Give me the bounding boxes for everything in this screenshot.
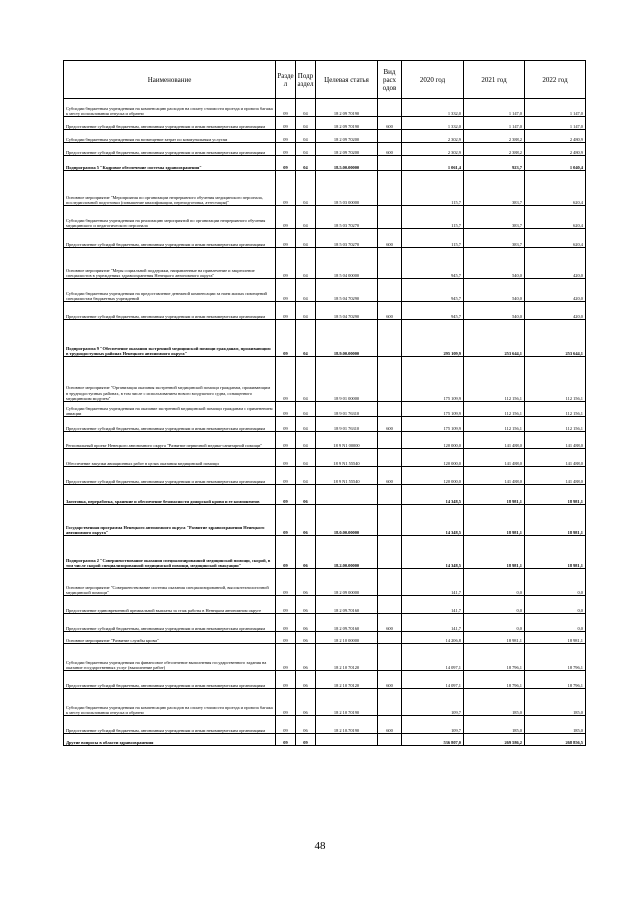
row-podrazdel: 04 xyxy=(296,302,316,320)
row-value-2021: 112 156,1 xyxy=(464,357,525,402)
row-value-2021: 0,0 xyxy=(464,569,525,596)
row-expense-type: 600 xyxy=(378,614,402,632)
header-year-2022: 2022 год xyxy=(525,61,586,99)
row-podrazdel: 06 xyxy=(296,632,316,644)
row-value-2021: 18 796,1 xyxy=(464,671,525,689)
row-value-2020: 109,7 xyxy=(402,689,464,716)
row-expense-type xyxy=(378,734,402,746)
table-row xyxy=(64,449,586,467)
row-expense-type: 600 xyxy=(378,467,402,485)
row-target-article: 18.2.00.00000 xyxy=(316,536,378,569)
row-name: Предоставление единовременной премиальной выплаты за стаж работы в Ненецком автономном округе xyxy=(64,596,276,614)
row-name: Предоставление субсидий бюджетным, автономным учреждениям и иным некоммерческим организациям xyxy=(64,117,276,130)
row-value-2022: 141 488,0 xyxy=(525,449,586,467)
row-value-2021: 0,0 xyxy=(464,596,525,614)
row-value-2021: 18 981,1 xyxy=(464,505,525,536)
row-target-article: 18 9 01 00000 xyxy=(316,357,378,402)
row-podrazdel: 04 xyxy=(296,467,316,485)
row-value-2020: 14 206,8 xyxy=(402,632,464,644)
row-target-article: 18 2 09 70200 xyxy=(316,143,378,156)
row-target-article: 18 2 09 00000 xyxy=(316,569,378,596)
row-podrazdel: 04 xyxy=(296,229,316,248)
row-name: Основное мероприятие "Развитие службы крови" xyxy=(64,632,276,644)
row-podrazdel: 04 xyxy=(296,117,316,130)
table-row xyxy=(64,171,586,206)
row-razdel: 09 xyxy=(276,320,296,357)
row-value-2022: 18 981,1 xyxy=(525,485,586,505)
page-number: 48 xyxy=(314,840,326,852)
table-row xyxy=(64,302,586,320)
row-value-2022: 112 156,1 xyxy=(525,357,586,402)
row-razdel: 09 xyxy=(276,206,296,229)
row-target-article: 18 2 09 70200 xyxy=(316,130,378,143)
row-value-2022: 1 147,0 xyxy=(525,117,586,130)
table-row xyxy=(64,632,586,644)
row-value-2020: 141,7 xyxy=(402,596,464,614)
row-podrazdel: 04 xyxy=(296,248,316,279)
row-value-2021: 1 147,0 xyxy=(464,117,525,130)
row-expense-type: 600 xyxy=(378,229,402,248)
row-target-article: 18 9 01 76310 xyxy=(316,402,378,417)
row-razdel: 09 xyxy=(276,143,296,156)
row-name: Субсидии бюджетным учреждениям на предоставление денежной компенсации за наем жилых помещений специалистам бюджетных учреждений xyxy=(64,279,276,302)
row-expense-type xyxy=(378,99,402,117)
table-row xyxy=(64,402,586,417)
row-expense-type xyxy=(378,320,402,357)
row-target-article: 18 9 01 76310 xyxy=(316,417,378,432)
row-value-2022: 620,4 xyxy=(525,206,586,229)
row-razdel: 09 xyxy=(276,569,296,596)
row-expense-type xyxy=(378,402,402,417)
row-name: Основное мероприятие "Организация оказания экстренной медицинской помощи гражданам, проживающим в труднодоступных районах, в том числе с использованием нового воздушного судна, оснащенного медицинским модулем" xyxy=(64,357,276,402)
row-podrazdel: 04 xyxy=(296,432,316,449)
table-row xyxy=(64,689,586,716)
row-razdel: 09 xyxy=(276,505,296,536)
row-expense-type xyxy=(378,357,402,402)
row-podrazdel: 04 xyxy=(296,402,316,417)
row-name: Региональный проект Ненецкого автономного округа "Развитие первичной медико-санитарной помощи" xyxy=(64,432,276,449)
row-expense-type: 600 xyxy=(378,143,402,156)
row-podrazdel: 04 xyxy=(296,171,316,206)
row-expense-type xyxy=(378,485,402,505)
table-row xyxy=(64,357,586,402)
table-row xyxy=(64,432,586,449)
row-expense-type: 600 xyxy=(378,671,402,689)
row-value-2020: 945,7 xyxy=(402,302,464,320)
row-name: Субсидии бюджетным учреждениям на оказание экстренной медицинской помощи гражданам с применением авиации xyxy=(64,402,276,417)
row-value-2020: 175 109,9 xyxy=(402,357,464,402)
row-value-2020: 141,7 xyxy=(402,614,464,632)
row-value-2020: 14 097,1 xyxy=(402,644,464,671)
row-value-2020: 1 332,0 xyxy=(402,99,464,117)
row-name: Предоставление субсидий бюджетным, автономным учреждениям и иным некоммерческим организациям xyxy=(64,229,276,248)
row-podrazdel: 06 xyxy=(296,536,316,569)
row-value-2021: 18 981,1 xyxy=(464,536,525,569)
row-value-2022: 253 644,1 xyxy=(525,320,586,357)
header-year-2021: 2021 год xyxy=(464,61,525,99)
table-row xyxy=(64,569,586,596)
row-value-2020: 14 097,1 xyxy=(402,671,464,689)
row-target-article: 18 2 10 70190 xyxy=(316,689,378,716)
row-name: Предоставление субсидий бюджетным, автономным учреждениям и иным некоммерческим организациям xyxy=(64,614,276,632)
row-target-article: 18 2 10.70190 xyxy=(316,716,378,734)
row-name: Другие вопросы в области здравоохранения xyxy=(64,734,276,746)
table-row xyxy=(64,117,586,130)
row-target-article: 18 2 10 00000 xyxy=(316,632,378,644)
row-value-2021: 540,0 xyxy=(464,248,525,279)
row-target-article: 18 2 09.70160 xyxy=(316,596,378,614)
row-razdel: 09 xyxy=(276,417,296,432)
budget-table-container xyxy=(63,60,585,746)
row-value-2022: 620,4 xyxy=(525,171,586,206)
table-row xyxy=(64,206,586,229)
row-expense-type xyxy=(378,536,402,569)
row-name: Основное мероприятие "Совершенствование системы оказания специализированной, высокотехнологичной медицинской помощи" xyxy=(64,569,276,596)
table-row xyxy=(64,417,586,432)
row-value-2020: 14 348,5 xyxy=(402,536,464,569)
row-value-2020: 14 348,5 xyxy=(402,505,464,536)
row-value-2021: 923,7 xyxy=(464,156,525,171)
row-podrazdel: 04 xyxy=(296,130,316,143)
row-expense-type xyxy=(378,632,402,644)
row-razdel: 09 xyxy=(276,644,296,671)
row-expense-type: 600 xyxy=(378,417,402,432)
row-target-article: 18 5 04 70290 xyxy=(316,302,378,320)
row-razdel: 09 xyxy=(276,229,296,248)
table-row xyxy=(64,485,586,505)
row-expense-type xyxy=(378,156,402,171)
row-value-2020: 2 302,9 xyxy=(402,130,464,143)
table-row xyxy=(64,614,586,632)
row-value-2022: 420,0 xyxy=(525,279,586,302)
table-row xyxy=(64,130,586,143)
row-podrazdel: 06 xyxy=(296,716,316,734)
table-row xyxy=(64,229,586,248)
table-row xyxy=(64,505,586,536)
row-value-2020: 175 109,9 xyxy=(402,417,464,432)
row-value-2020: 109,7 xyxy=(402,716,464,734)
row-expense-type xyxy=(378,569,402,596)
row-value-2020: 120 000,0 xyxy=(402,432,464,449)
header-expense-type: Вид расх одов xyxy=(378,61,402,99)
row-razdel: 09 xyxy=(276,632,296,644)
row-expense-type xyxy=(378,279,402,302)
table-row xyxy=(64,156,586,171)
row-target-article: 18 2 09 70190 xyxy=(316,99,378,117)
row-razdel: 09 xyxy=(276,302,296,320)
row-podrazdel: 04 xyxy=(296,99,316,117)
row-value-2020: 120 000,0 xyxy=(402,449,464,467)
row-value-2022: 141 488,0 xyxy=(525,467,586,485)
row-name: Обеспечение закупки авиационных работ в целях оказания медицинской помощи xyxy=(64,449,276,467)
row-value-2020: 120 000,0 xyxy=(402,467,464,485)
table-body xyxy=(64,99,586,746)
row-name: Предоставление субсидий бюджетным, автономным учреждениям и иным некоммерческим организациям xyxy=(64,302,276,320)
row-podrazdel: 06 xyxy=(296,505,316,536)
row-value-2022: 1 040,4 xyxy=(525,156,586,171)
row-value-2022: 18 981,1 xyxy=(525,505,586,536)
table-row xyxy=(64,279,586,302)
row-razdel: 09 xyxy=(276,734,296,746)
row-razdel: 09 xyxy=(276,596,296,614)
row-target-article: 18 5 04 00000 xyxy=(316,248,378,279)
row-podrazdel: 06 xyxy=(296,671,316,689)
row-name: Предоставление субсидий бюджетным, автономным учреждениям и иным некоммерческим организациям xyxy=(64,467,276,485)
row-value-2020: 14 348,5 xyxy=(402,485,464,505)
row-expense-type xyxy=(378,206,402,229)
row-value-2022: 2 480,9 xyxy=(525,143,586,156)
row-value-2021: 383,7 xyxy=(464,206,525,229)
row-value-2022: 18 796,1 xyxy=(525,644,586,671)
row-value-2021: 185,0 xyxy=(464,716,525,734)
row-razdel: 09 xyxy=(276,467,296,485)
budget-table xyxy=(63,60,586,746)
table-row xyxy=(64,143,586,156)
row-name: Подпрограмма 5 "Кадровое обеспечение системы здравоохранения" xyxy=(64,156,276,171)
row-razdel: 09 xyxy=(276,716,296,734)
row-value-2022: 420,0 xyxy=(525,248,586,279)
row-value-2022: 268 856,5 xyxy=(525,734,586,746)
row-podrazdel: 04 xyxy=(296,143,316,156)
row-razdel: 09 xyxy=(276,117,296,130)
row-expense-type: 600 xyxy=(378,302,402,320)
row-expense-type xyxy=(378,689,402,716)
row-expense-type xyxy=(378,644,402,671)
table-row xyxy=(64,536,586,569)
table-header-row xyxy=(64,61,586,99)
row-value-2021: 141 488,0 xyxy=(464,432,525,449)
row-name: Предоставление субсидий бюджетным, автономным учреждениям и иным некоммерческим организациям xyxy=(64,417,276,432)
row-value-2020: 945,7 xyxy=(402,279,464,302)
row-value-2021: 18 981,1 xyxy=(464,632,525,644)
row-value-2020: 945,7 xyxy=(402,248,464,279)
row-value-2022: 18 796,1 xyxy=(525,671,586,689)
row-value-2021: 253 644,1 xyxy=(464,320,525,357)
row-value-2021: 0,0 xyxy=(464,614,525,632)
row-expense-type xyxy=(378,596,402,614)
row-value-2022: 112 156,1 xyxy=(525,402,586,417)
table-row xyxy=(64,99,586,117)
row-target-article: 18 2 09 70190 xyxy=(316,117,378,130)
row-expense-type xyxy=(378,505,402,536)
row-razdel: 09 xyxy=(276,671,296,689)
row-target-article xyxy=(316,734,378,746)
row-value-2020: 175 109,9 xyxy=(402,402,464,417)
row-name: Заготовка, переработка, хранение и обеспечение безопасности донорской крови и ее компонентов xyxy=(64,485,276,505)
row-value-2022: 1 147,0 xyxy=(525,99,586,117)
row-value-2022: 185,0 xyxy=(525,716,586,734)
row-value-2022: 185,0 xyxy=(525,689,586,716)
row-razdel: 09 xyxy=(276,689,296,716)
row-target-article: 18 9 N1 55540 xyxy=(316,449,378,467)
row-value-2021: 383,7 xyxy=(464,171,525,206)
row-name: Основное мероприятие "Меры социальной поддержки, направленные на привлечение и закрепление специалистов в учреждениях здравоохранения Ненецкого автономного округа" xyxy=(64,248,276,279)
row-name: Субсидии бюджетным учреждениям на реализацию мероприятий по организации непрерывного обучения медицинского и педагогического персонала xyxy=(64,206,276,229)
row-value-2020: 536 807,0 xyxy=(402,734,464,746)
row-expense-type xyxy=(378,248,402,279)
row-podrazdel: 04 xyxy=(296,279,316,302)
row-target-article: 18 5 03 00000 xyxy=(316,171,378,206)
row-value-2020: 115,7 xyxy=(402,171,464,206)
row-expense-type xyxy=(378,171,402,206)
row-value-2021: 112 156,1 xyxy=(464,417,525,432)
row-razdel: 09 xyxy=(276,171,296,206)
row-podrazdel: 06 xyxy=(296,689,316,716)
row-podrazdel: 04 xyxy=(296,156,316,171)
row-expense-type: 600 xyxy=(378,117,402,130)
row-value-2022: 0,0 xyxy=(525,596,586,614)
row-name: Подпрограмма 2 "Совершенствование оказания специализированной медицинской помощи, скорой, в том числе скорой специализированной медицинской помощи, медицинской эвакуации" xyxy=(64,536,276,569)
row-razdel: 09 xyxy=(276,99,296,117)
row-target-article: 18 2 09.70160 xyxy=(316,614,378,632)
row-value-2020: 141,7 xyxy=(402,569,464,596)
table-row xyxy=(64,671,586,689)
row-value-2022: 620,4 xyxy=(525,229,586,248)
row-value-2022: 0,0 xyxy=(525,614,586,632)
header-year-2020: 2020 год xyxy=(402,61,464,99)
row-target-article: 18 9 N1 00000 xyxy=(316,432,378,449)
row-expense-type xyxy=(378,130,402,143)
row-target-article: 18.9.00.00000 xyxy=(316,320,378,357)
row-razdel: 09 xyxy=(276,432,296,449)
row-value-2022: 112 156,1 xyxy=(525,417,586,432)
row-name: Предоставление субсидий бюджетным, автономным учреждениям и иным некоммерческим организациям xyxy=(64,143,276,156)
row-name: Предоставление субсидий бюджетным, автономным учреждениям и иным некоммерческим организациям xyxy=(64,671,276,689)
row-podrazdel: 09 xyxy=(296,734,316,746)
row-razdel: 09 xyxy=(276,402,296,417)
row-value-2020: 115,7 xyxy=(402,229,464,248)
row-name: Субсидии бюджетным учреждениям на компенсацию расходов на оплату стоимости проезда и провоза багажа к месту использования отпуска и обратно xyxy=(64,689,276,716)
row-podrazdel: 06 xyxy=(296,596,316,614)
row-value-2020: 1 061,4 xyxy=(402,156,464,171)
row-value-2021: 18 796,1 xyxy=(464,644,525,671)
row-name: Государственная программа Ненецкого автономного округа "Развитие здравоохранения Ненецкого автономного округа" xyxy=(64,505,276,536)
table-row xyxy=(64,716,586,734)
row-razdel: 09 xyxy=(276,279,296,302)
row-name: Основное мероприятие "Мероприятия по организации непрерывного обучения медицинского персонала, последипломной подготовки (повышение квалификации, переподготовка, аттестация)" xyxy=(64,171,276,206)
header-name: Наименование xyxy=(64,61,276,99)
row-value-2020: 1 332,0 xyxy=(402,117,464,130)
row-expense-type xyxy=(378,432,402,449)
row-podrazdel: 04 xyxy=(296,357,316,402)
row-value-2020: 2 302,9 xyxy=(402,143,464,156)
row-value-2021: 2 388,2 xyxy=(464,130,525,143)
row-target-article: 18 2 10 70120 xyxy=(316,671,378,689)
row-podrazdel: 06 xyxy=(296,569,316,596)
row-podrazdel: 06 xyxy=(296,485,316,505)
row-razdel: 09 xyxy=(276,357,296,402)
row-razdel: 09 xyxy=(276,536,296,569)
row-value-2022: 141 488,0 xyxy=(525,432,586,449)
row-razdel: 09 xyxy=(276,156,296,171)
row-value-2021: 2 388,2 xyxy=(464,143,525,156)
row-value-2021: 141 488,0 xyxy=(464,449,525,467)
table-row xyxy=(64,248,586,279)
row-value-2022: 2 480,9 xyxy=(525,130,586,143)
row-value-2021: 269 586,2 xyxy=(464,734,525,746)
header-podrazdel: Подр аздел xyxy=(296,61,316,99)
row-name: Подпрограмма 9 "Обеспечение оказания экстренной медицинской помощи гражданам, проживающим в труднодоступных районах Ненецкого автономного округа" xyxy=(64,320,276,357)
row-razdel: 09 xyxy=(276,485,296,505)
row-value-2022: 18 981,1 xyxy=(525,536,586,569)
row-value-2022: 420,0 xyxy=(525,302,586,320)
row-value-2021: 383,7 xyxy=(464,229,525,248)
row-podrazdel: 04 xyxy=(296,320,316,357)
row-razdel: 09 xyxy=(276,248,296,279)
row-value-2020: 115,7 xyxy=(402,206,464,229)
row-podrazdel: 04 xyxy=(296,417,316,432)
row-target-article: 18 2 10 70120 xyxy=(316,644,378,671)
header-target-article: Целевая статья xyxy=(316,61,378,99)
row-value-2021: 18 981,1 xyxy=(464,485,525,505)
row-name: Субсидии бюджетным учреждениям на финансовое обеспечение выполнения государственного задания на оказание государственных услуг (выполнение работ) xyxy=(64,644,276,671)
row-target-article: 18 9 N1 55540 xyxy=(316,467,378,485)
row-name: Субсидии бюджетным учреждениям на компенсацию расходов на оплату стоимости проезда и провоза багажа к месту использования отпуска и обратно xyxy=(64,99,276,117)
row-value-2021: 1 147,0 xyxy=(464,99,525,117)
row-target-article: 18 5 03 70270 xyxy=(316,206,378,229)
row-target-article: 18 5 04 70290 xyxy=(316,279,378,302)
row-value-2020: 295 109,9 xyxy=(402,320,464,357)
row-podrazdel: 04 xyxy=(296,206,316,229)
row-expense-type: 600 xyxy=(378,716,402,734)
row-value-2021: 540,0 xyxy=(464,302,525,320)
row-target-article xyxy=(316,485,378,505)
table-row xyxy=(64,320,586,357)
row-value-2021: 185,0 xyxy=(464,689,525,716)
row-podrazdel: 04 xyxy=(296,449,316,467)
row-target-article: 18.5.00.00000 xyxy=(316,156,378,171)
table-row xyxy=(64,596,586,614)
row-razdel: 09 xyxy=(276,614,296,632)
table-row xyxy=(64,644,586,671)
row-razdel: 09 xyxy=(276,449,296,467)
row-value-2022: 18 981,1 xyxy=(525,632,586,644)
row-value-2021: 540,0 xyxy=(464,279,525,302)
row-target-article: 18.0.00.00000 xyxy=(316,505,378,536)
row-podrazdel: 06 xyxy=(296,614,316,632)
row-value-2021: 141 488,0 xyxy=(464,467,525,485)
row-expense-type xyxy=(378,449,402,467)
row-podrazdel: 06 xyxy=(296,644,316,671)
header-razdel: Разде л xyxy=(276,61,296,99)
row-name: Предоставление субсидий бюджетным, автономным учреждениям и иным некоммерческим организациям xyxy=(64,716,276,734)
table-row xyxy=(64,734,586,746)
row-razdel: 09 xyxy=(276,130,296,143)
row-target-article: 18 5 03 70270 xyxy=(316,229,378,248)
table-row xyxy=(64,467,586,485)
row-value-2022: 0,0 xyxy=(525,569,586,596)
row-name: Субсидии бюджетным учреждениям на возмещение затрат по коммунальным услугам xyxy=(64,130,276,143)
row-value-2021: 112 156,1 xyxy=(464,402,525,417)
